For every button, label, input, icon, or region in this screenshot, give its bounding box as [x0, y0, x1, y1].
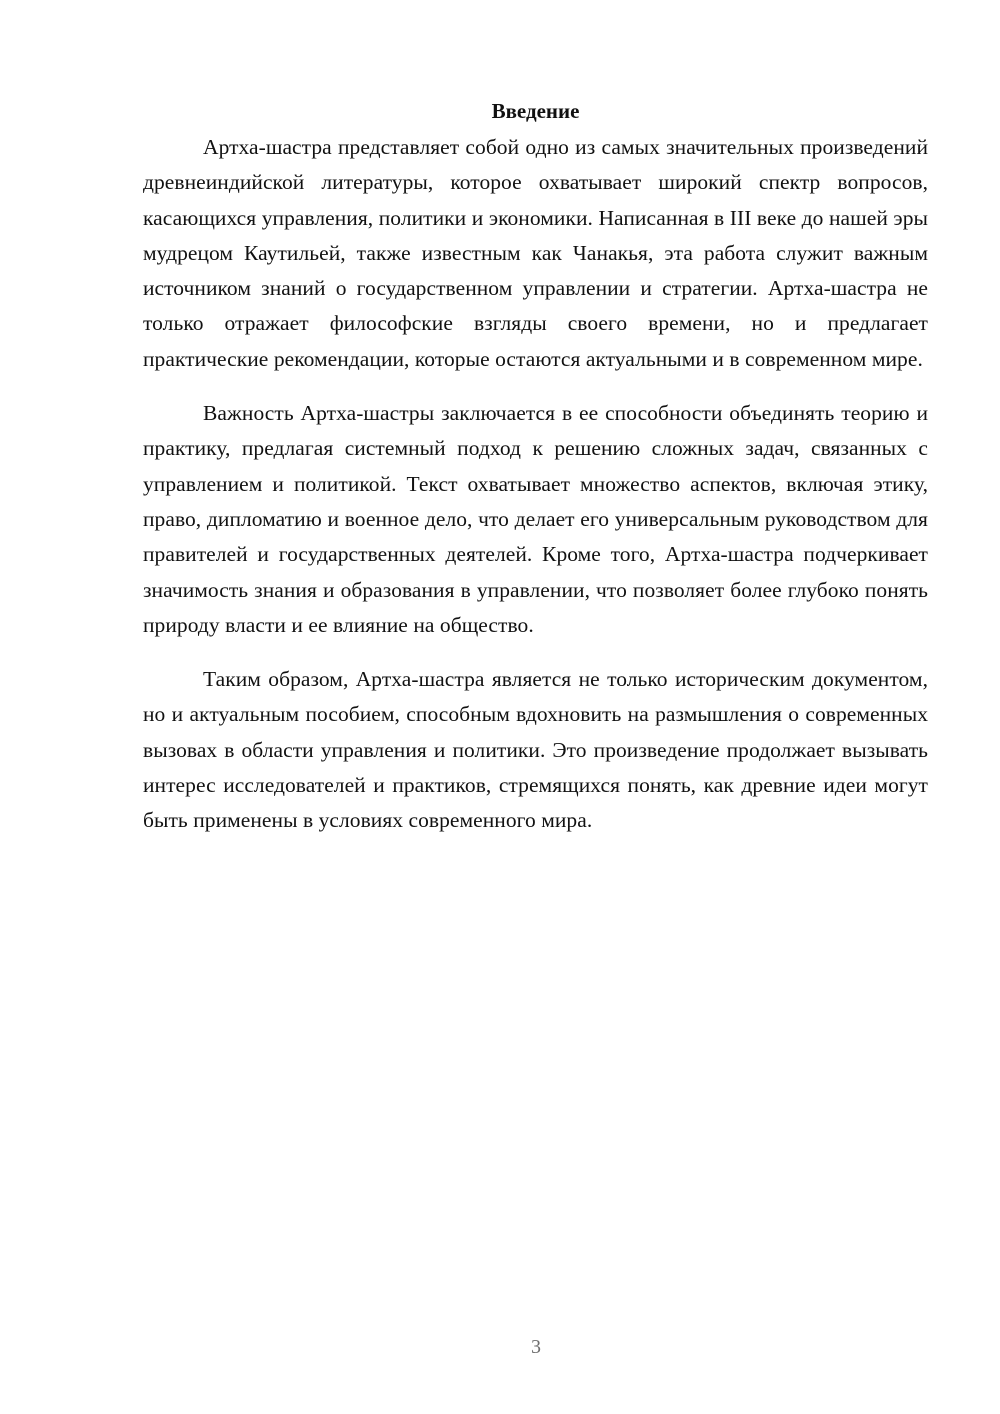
paragraph-1: Артха-шастра представляет собой одно из самых значительных произведений древнеиндийской литературы, которое охватывает широкий спектр вопросов, касающихся управления, политики и экономики. Написанная в III веке до нашей эры мудрецом Каутильей, также известным как Чанакья, эта работа служит важным источником знаний о государственном управлении и стратегии. Артха-шастра не только отражает философские взгляды своего времени, но и предлагает практические рекомендации, которые остаются актуальными и в современном мире.: [143, 135, 928, 371]
section-heading: Введение: [491, 99, 580, 123]
paragraph-2: Важность Артха-шастры заключается в ее способности объединять теорию и практику, предлагая системный подход к решению сложных задач, связанных с управлением и политикой. Текст охватывает множество аспектов, включая этику, право, дипломатию и военное дело, что делает его универсальным руководством для правителей и государственных деятелей. Кроме того, Артха-шастра подчеркивает значимость знания и образования в управлении, что позволяет более глубоко понять природу власти и ее влияние на общество.: [143, 401, 928, 637]
paragraph-3: Таким образом, Артха-шастра является не только историческим документом, но и актуальным пособием, способным вдохновить на размышления о современных вызовах в области управления и политики. Это произведение продолжает вызывать интерес исследователей и практиков, стремящихся понять, как древние идеи могут быть применены в условиях современного мира.: [143, 667, 928, 833]
page-number: 3: [531, 1336, 541, 1358]
page-content: [143, 94, 928, 858]
